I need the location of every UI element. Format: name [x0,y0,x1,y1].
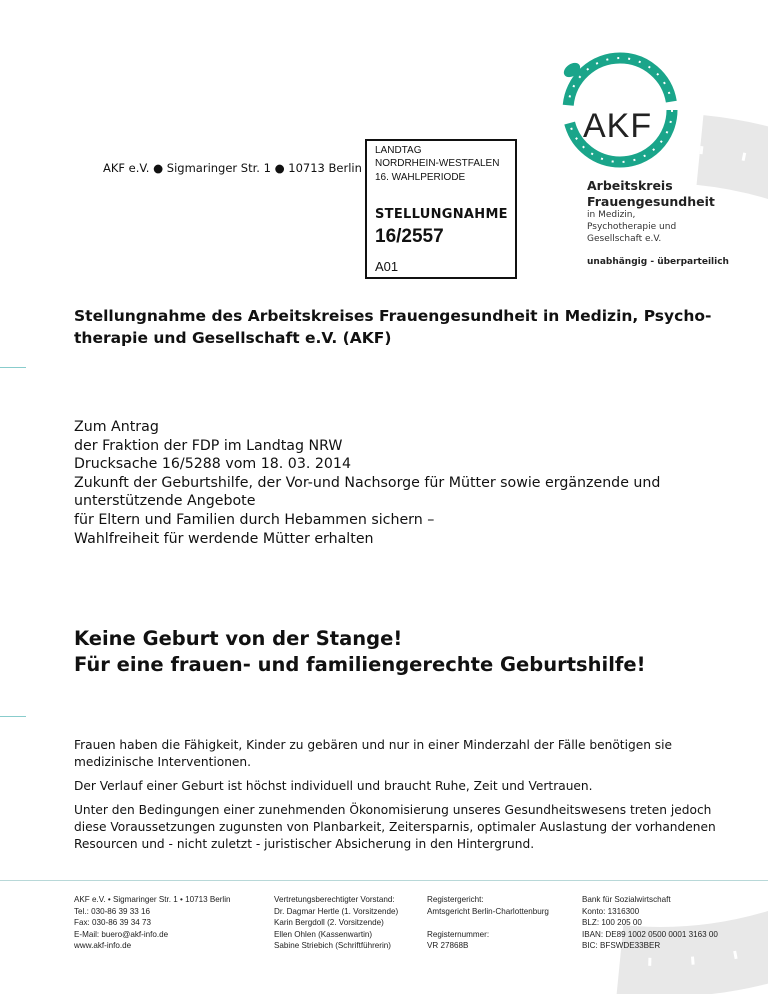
org-sub-line-3: Gesellschaft e.V. [587,234,662,244]
landtag-stamp [365,139,517,279]
stamp-code: A01 [375,259,399,274]
antrag-line: unterstützende Angebote [74,493,256,510]
stamp-number: 16/2557 [375,226,444,247]
document-title: Stellungnahme des Arbeitskreises Frauengesundheit in Medizin, Psycho-therapie und Gesellschaft e.V. (AKF) [74,307,712,347]
footer-line: Registernummer: [427,929,490,939]
footer-line: Vertretungsberechtigter Vorstand: [274,895,395,904]
footer-line: Konto: 1316300 [582,906,640,916]
antrag-line: für Eltern und Familien durch Hebammen sichern – [74,511,435,528]
footer-line: VR 27868B [427,941,469,951]
footer-line: Dr. Dagmar Hertle (1. Vorsitzende) [274,906,399,916]
paragraph: Der Verlauf einer Geburt ist höchst individuell und braucht Ruhe, Zeit und Vertrauen. [74,779,593,793]
footer-website-link[interactable]: www.akf-info.de [74,941,132,951]
org-name-line-1: Arbeitskreis [587,178,673,193]
footer-line: Karin Bergdoll (2. Vorsitzende) [274,918,384,928]
org-tagline: unabhängig - überparteilich [587,257,729,267]
footer-line: AKF e.V. • Sigmaringer Str. 1 • 10713 Berlin [74,895,231,904]
antrag-line: Wahlfreiheit für werdende Mütter erhalten [74,530,374,547]
footer-register [427,894,549,952]
footer-contact [74,894,231,952]
body-text [74,737,724,860]
footer-line: IBAN: DE89 1002 0500 0001 3163 00 [582,929,718,939]
footer-board [274,894,398,952]
footer-line: Sabine Striebich (Schriftführerin) [274,941,391,951]
margin-mark-1 [0,367,26,368]
footer-divider [0,880,768,881]
stamp-line-1: LANDTAG [375,145,422,156]
footer-line: BIC: BFSWDE33BER [582,941,661,951]
stamp-label: STELLUNGNAHME [375,207,508,222]
footer-line: Tel.: 030-86 39 33 16 [74,906,151,916]
paragraph: Frauen haben die Fähigkeit, Kinder zu gebären und nur in einer Minderzahl der Fälle benötigen sie medizinische Interventionen. [74,738,673,769]
logo-text: AKF [583,107,653,145]
footer-line: Fax: 030-86 39 34 73 [74,918,151,928]
headline [74,626,734,678]
margin-mark-2 [0,716,26,717]
footer-line: Ellen Ohlen (Kassenwartin) [274,929,373,939]
stamp-line-2: NORDRHEIN-WESTFALEN [375,158,500,169]
stamp-line-3: 16. WAHLPERIODE [375,172,466,183]
org-sub-line-1: in Medizin, [587,210,636,220]
footer-line: Amtsgericht Berlin-Charlottenburg [427,906,549,916]
paragraph: Unter den Bedingungen einer zunehmenden Ökonomisierung unseres Gesundheitswesens treten jedoch diese Voraussetzungen zugunsten von Planbarkeit, Zeitersparnis, optimaler Auslastung der vorhandenen Resourcen und - nicht zuletzt - juristischer Absicherung in den Hintergrund. [74,803,716,851]
org-name [587,178,715,210]
antrag-block [74,418,714,548]
footer-line: Bank für Sozialwirtschaft [582,895,671,904]
footer-spacer [427,917,549,929]
footer-line: BLZ: 100 205 00 [582,918,642,928]
antrag-line: der Fraktion der FDP im Landtag NRW [74,437,343,454]
org-name-line-2: Frauengesundheit [587,194,715,209]
footer-email[interactable]: E-Mail: buero@akf-info.de [74,929,169,939]
sender-address: AKF e.V. ● Sigmaringer Str. 1 ● 10713 Berlin [103,161,362,175]
headline-line-2: Für eine frauen- und familiengerechte Geburtshilfe! [74,653,646,676]
org-subtitle [587,209,676,245]
antrag-line: Drucksache 16/5288 vom 18. 03. 2014 [74,456,351,473]
headline-line-1: Keine Geburt von der Stange! [74,627,403,650]
antrag-line: Zum Antrag [74,419,159,435]
org-sub-line-2: Psychotherapie und [587,222,677,232]
footer-line: Registergericht: [427,895,484,904]
antrag-line: Zukunft der Geburtshilfe, der Vor-und Nachsorge für Mütter sowie ergänzende und [74,474,661,491]
footer-bank [582,894,718,952]
